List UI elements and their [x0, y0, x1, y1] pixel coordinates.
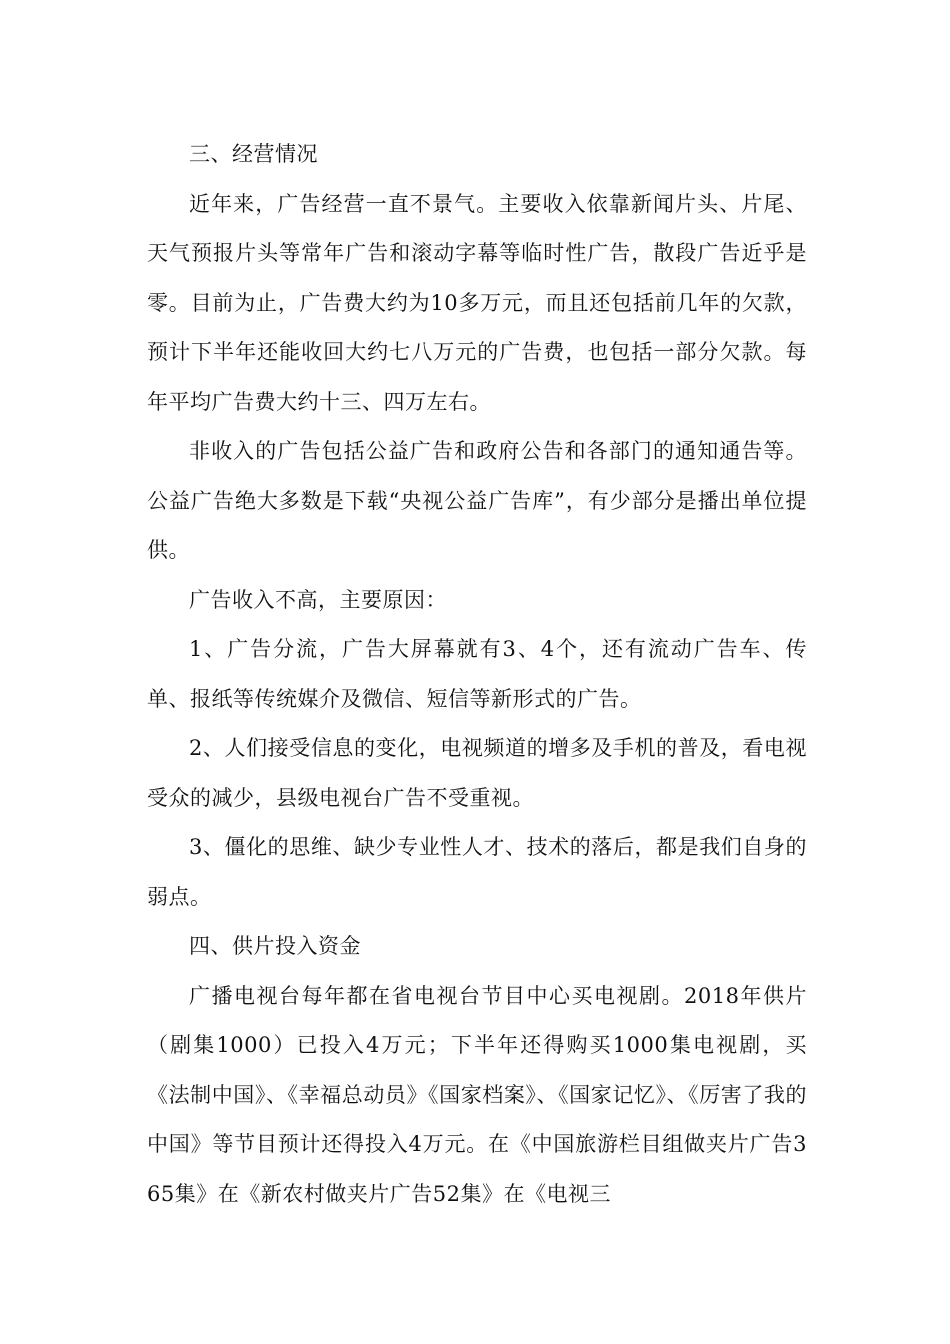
list-item-reason-3: 3、僵化的思维、缺少专业性人才、技术的落后，都是我们自身的弱点。 — [147, 835, 807, 909]
section-heading-funding: 四、供片投入资金 — [189, 934, 361, 958]
paragraph-reasons-intro: 广告收入不高，主要原因： — [189, 587, 447, 612]
list-item-reason-1: 1、广告分流，广告大屏幕就有3、4个，还有流动广告车、传单、报纸等传统媒介及微信、短信等新形式的广告。 — [147, 637, 807, 711]
paragraph-ad-revenue: 近年来，广告经营一直不景气。主要收入依靠新闻片头、片尾、天气预报片头等常年广告和滚动字幕等临时性广告，散段广告近乎是零。目前为止，广告费大约为10多万元，而且还包括前几年的欠款，预计下半年还能收回大约七八万元的广告费，也包括一部分欠款。每年平均广告费大约十三、四万左右。 — [147, 191, 807, 414]
document-body — [147, 130, 807, 1219]
paragraph-program-purchase: 广播电视台每年都在省电视台节目中心买电视剧。2018年供片（剧集1000）已投入4万元；下半年还得购买1000集电视剧，买《法制中国》、《幸福总动员》《国家档案》、《国家记忆》、《厉害了我的中国》等节目预计还得投入4万元。在《中国旅游栏目组做夹片广告365集》在《新农村做夹片广告52集》在《电视三 — [147, 983, 807, 1206]
paragraph-non-revenue-ads: 非收入的广告包括公益广告和政府公告和各部门的通知通告等。公益广告绝大多数是下载“央视公益广告库”，有少部分是播出单位提供。 — [147, 439, 807, 562]
list-item-reason-2: 2、人们接受信息的变化，电视频道的增多及手机的普及，看电视受众的减少，县级电视台广告不受重视。 — [147, 736, 807, 810]
section-heading-operations: 三、经营情况 — [189, 142, 318, 166]
